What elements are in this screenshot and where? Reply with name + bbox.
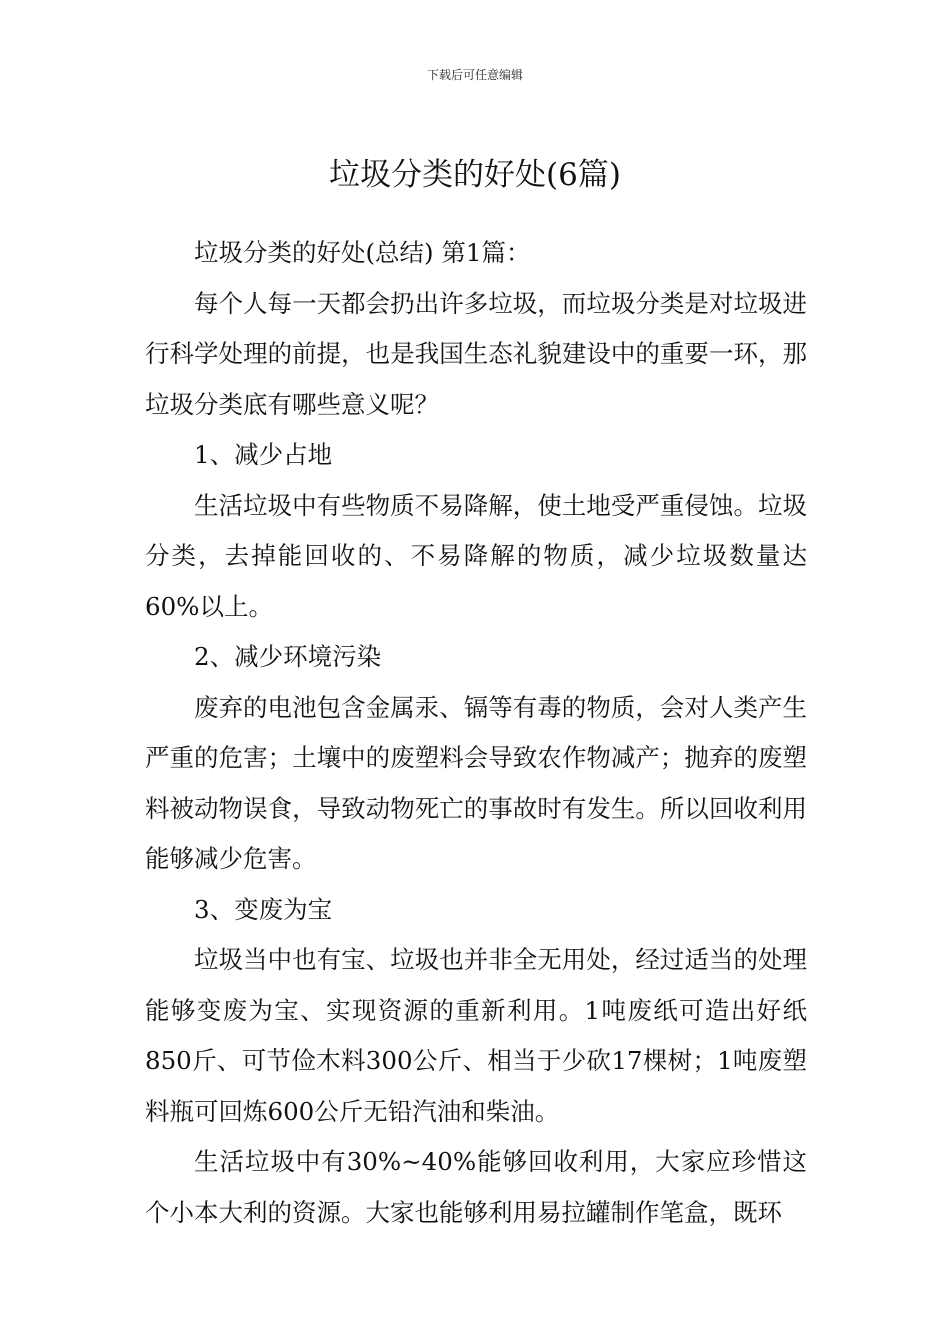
paragraph-4: 生活垃圾中有30%~40%能够回收利用，大家应珍惜这个小本大利的资源。大家也能够利用易拉罐制作笔盒，既环 (145, 1147, 807, 1227)
document-body (145, 228, 807, 1238)
paragraph-intro: 每个人每一天都会扔出许多垃圾，而垃圾分类是对垃圾进行科学处理的前提，也是我国生态礼貌建设中的重要一环，那垃圾分类底有哪些意义呢？ (145, 288, 807, 419)
paragraph-3: 垃圾当中也有宝、垃圾也并非全无用处，经过适当的处理能够变废为宝、实现资源的重新利用。1吨废纸可造出好纸850斤、可节俭木料300公斤、相当于少砍17棵树；1吨废塑料瓶可回炼600公斤无铅汽油和柴油。 (145, 945, 807, 1126)
header-note: 下载后可任意编辑 (426, 68, 523, 82)
section-heading: 垃圾分类的好处(总结) 第1篇： (194, 238, 531, 267)
subheading-2: 2、减少环境污染 (194, 642, 382, 671)
subheading-3: 3、变废为宝 (194, 894, 333, 924)
paragraph-2: 废弃的电池包含金属汞、镉等有毒的物质，会对人类产生严重的危害；土壤中的废塑料会导致农作物减产；抛弃的废塑料被动物误食，导致动物死亡的事故时有发生。所以回收利用能够减少危害。 (145, 692, 807, 873)
paragraph-1: 生活垃圾中有些物质不易降解，使土地受严重侵蚀。垃圾分类，去掉能回收的、不易降解的物质，减少垃圾数量达60%以上。 (145, 490, 807, 621)
subheading-1: 1、减少占地 (194, 440, 333, 469)
page-title: 垃圾分类的好处(6篇) (329, 156, 621, 193)
